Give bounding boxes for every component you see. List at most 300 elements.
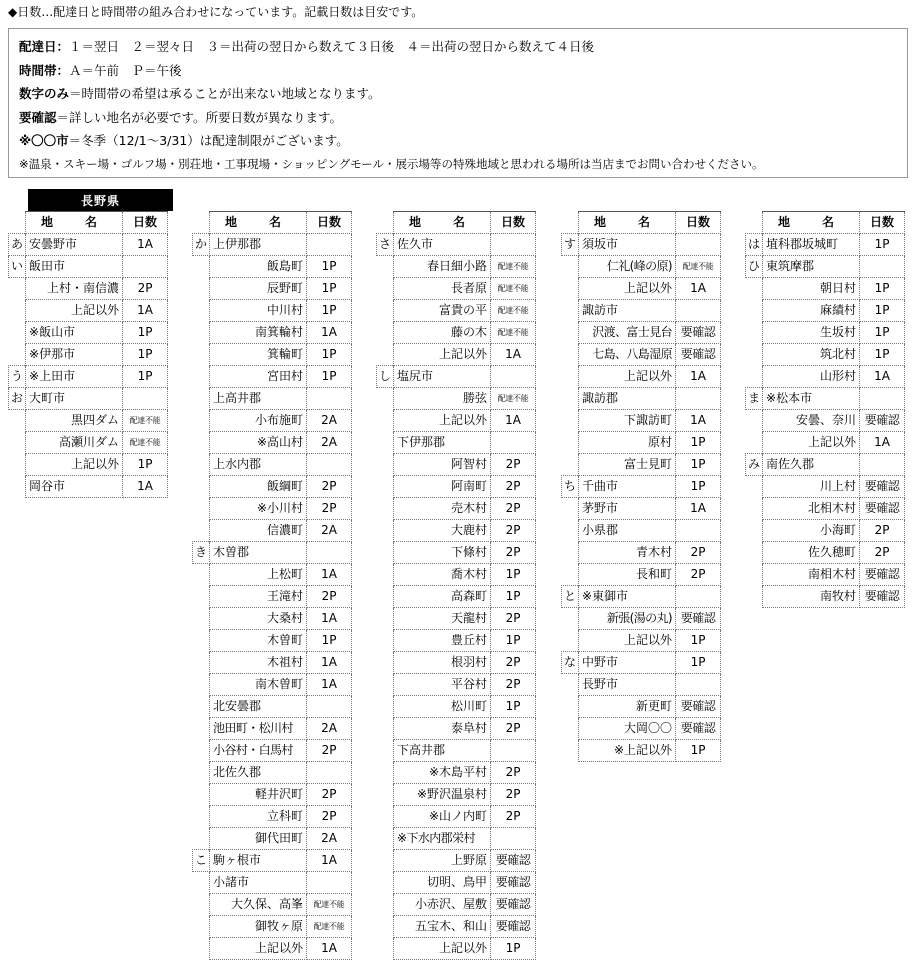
area-name: 上記以外 <box>579 278 676 300</box>
kana-index <box>746 476 763 498</box>
delivery-days: 2P <box>307 784 352 806</box>
table-row <box>193 630 352 652</box>
header-days: 日数 <box>860 212 905 234</box>
delivery-days: 1A <box>307 674 352 696</box>
kana-index <box>193 520 210 542</box>
legend-winter-label: ※〇〇市 <box>19 133 69 148</box>
kana-index: ま <box>746 388 763 410</box>
kana-index <box>377 520 394 542</box>
table-row <box>377 586 536 608</box>
table-row <box>193 564 352 586</box>
kana-index <box>746 498 763 520</box>
kana-index <box>377 256 394 278</box>
kana-index <box>193 300 210 322</box>
delivery-days: 1A <box>860 432 905 454</box>
kana-index <box>562 498 579 520</box>
table-row <box>9 388 168 410</box>
table-row <box>377 454 536 476</box>
table-row <box>9 454 168 476</box>
delivery-days: 1P <box>123 366 168 388</box>
area-name: 南牧村 <box>763 586 860 608</box>
table-row <box>746 498 905 520</box>
kana-index <box>193 916 210 938</box>
kana-index <box>562 718 579 740</box>
table-row <box>9 344 168 366</box>
kana-index: は <box>746 234 763 256</box>
kana-index <box>562 410 579 432</box>
delivery-days: 1P <box>860 234 905 256</box>
area-name: ※上記以外 <box>579 740 676 762</box>
area-name: 高瀬川ダム <box>26 432 123 454</box>
area-name: 南箕輪村 <box>210 322 307 344</box>
area-name: 五宝木、和山 <box>394 916 491 938</box>
area-name: 上記以外 <box>26 300 123 322</box>
table-row <box>193 476 352 498</box>
kana-index <box>193 630 210 652</box>
kana-index <box>377 806 394 828</box>
delivery-days: 2P <box>860 542 905 564</box>
area-name: 南相木村 <box>763 564 860 586</box>
area-name: 富貴の平 <box>394 300 491 322</box>
area-name: ※上田市 <box>26 366 123 388</box>
kana-index <box>9 278 26 300</box>
kana-index <box>193 894 210 916</box>
area-name: 小谷村・白馬村 <box>210 740 307 762</box>
table-row <box>562 256 721 278</box>
area-name: 上記以外 <box>394 938 491 960</box>
table-row <box>746 432 905 454</box>
delivery-days: 1A <box>123 234 168 256</box>
delivery-days: 2P <box>491 784 536 806</box>
table-row <box>193 762 352 784</box>
area-name: 下高井郡 <box>394 740 491 762</box>
legend-delivery-text: １＝翌日 ２＝翌々日 ３＝出荷の翌日から数えて３日後 ４＝出荷の翌日から数えて４日後 <box>69 39 595 54</box>
kana-index <box>377 476 394 498</box>
table-row <box>562 718 721 740</box>
area-name: 飯田市 <box>26 256 123 278</box>
area-name: 埴科郡坂城町 <box>763 234 860 256</box>
kana-index <box>377 344 394 366</box>
delivery-days: 2P <box>491 652 536 674</box>
table-row <box>377 916 536 938</box>
area-name: 信濃町 <box>210 520 307 542</box>
kana-index <box>193 938 210 960</box>
kana-index: ち <box>562 476 579 498</box>
header-days: 日数 <box>123 212 168 234</box>
delivery-days: 要確認 <box>676 322 721 344</box>
kana-index <box>193 476 210 498</box>
header-name: 地 名 <box>763 212 860 234</box>
table-row <box>193 652 352 674</box>
table-row <box>377 850 536 872</box>
table-row <box>9 234 168 256</box>
delivery-days <box>307 872 352 894</box>
area-name: ※伊那市 <box>26 344 123 366</box>
kana-index <box>193 344 210 366</box>
area-name: 喬木村 <box>394 564 491 586</box>
delivery-days: 1A <box>860 366 905 388</box>
kana-index <box>193 410 210 432</box>
area-name: 北安曇郡 <box>210 696 307 718</box>
delivery-days: 2P <box>676 542 721 564</box>
delivery-days <box>676 300 721 322</box>
delivery-days: 要確認 <box>491 916 536 938</box>
table-row <box>746 322 905 344</box>
kana-index <box>193 652 210 674</box>
kana-index <box>746 344 763 366</box>
table-row <box>377 410 536 432</box>
delivery-days: 2P <box>676 564 721 586</box>
table-row <box>193 828 352 850</box>
table-row <box>746 520 905 542</box>
table-row <box>562 322 721 344</box>
delivery-days: 要確認 <box>676 344 721 366</box>
delivery-days: 1A <box>676 366 721 388</box>
delivery-days <box>860 256 905 278</box>
area-column-4 <box>561 211 721 762</box>
intro-note: ◆日数…配達日と時間帯の組み合わせになっています。記載日数は目安です。 <box>8 5 424 19</box>
table-row <box>377 366 536 388</box>
table-row <box>746 344 905 366</box>
delivery-days: 要確認 <box>860 498 905 520</box>
table-row <box>562 564 721 586</box>
delivery-days: 2P <box>491 674 536 696</box>
kana-index <box>562 542 579 564</box>
legend-delivery-line <box>19 35 907 59</box>
table-row <box>9 278 168 300</box>
table-row <box>193 366 352 388</box>
table-row <box>562 542 721 564</box>
delivery-days <box>491 828 536 850</box>
area-table <box>561 211 721 762</box>
table-row <box>746 278 905 300</box>
delivery-days: 要確認 <box>491 894 536 916</box>
area-name: 山形村 <box>763 366 860 388</box>
delivery-days: 1A <box>676 410 721 432</box>
kana-index <box>193 718 210 740</box>
table-row <box>377 762 536 784</box>
kana-index <box>562 740 579 762</box>
legend-time-line <box>19 59 907 83</box>
area-name: 宮田村 <box>210 366 307 388</box>
table-row <box>746 366 905 388</box>
delivery-days: 要確認 <box>860 586 905 608</box>
area-name: ※松本市 <box>763 388 860 410</box>
kana-index <box>746 542 763 564</box>
header-kana-spacer <box>562 212 579 234</box>
area-name: 木曽郡 <box>210 542 307 564</box>
header-kana-spacer <box>746 212 763 234</box>
area-name: 長和町 <box>579 564 676 586</box>
kana-index <box>377 872 394 894</box>
area-name: 朝日村 <box>763 278 860 300</box>
table-row <box>377 608 536 630</box>
table-row <box>377 872 536 894</box>
table-row <box>193 608 352 630</box>
table-row <box>193 718 352 740</box>
area-name: ※下水内郡栄村 <box>394 828 491 850</box>
area-name: 上記以外 <box>579 630 676 652</box>
table-row <box>377 718 536 740</box>
area-name: 飯島町 <box>210 256 307 278</box>
delivery-days: 配達不能 <box>676 256 721 278</box>
kana-index <box>562 322 579 344</box>
kana-index <box>193 806 210 828</box>
delivery-days: 配達不能 <box>123 432 168 454</box>
delivery-days: 要確認 <box>860 564 905 586</box>
delivery-days <box>491 234 536 256</box>
table-row <box>193 344 352 366</box>
area-name: 木曽町 <box>210 630 307 652</box>
table-row <box>377 740 536 762</box>
table-row <box>746 234 905 256</box>
table-row <box>562 344 721 366</box>
delivery-days: 2P <box>491 762 536 784</box>
delivery-days <box>307 542 352 564</box>
area-name: 下諏訪町 <box>579 410 676 432</box>
kana-index <box>377 564 394 586</box>
kana-index <box>377 652 394 674</box>
table-row <box>377 432 536 454</box>
table-row <box>193 410 352 432</box>
kana-index <box>746 586 763 608</box>
area-name: 中川村 <box>210 300 307 322</box>
area-name: 春日細小路 <box>394 256 491 278</box>
delivery-days: 1P <box>676 454 721 476</box>
table-row <box>193 696 352 718</box>
table-row <box>562 234 721 256</box>
area-name: ※野沢温泉村 <box>394 784 491 806</box>
delivery-days: 1P <box>123 344 168 366</box>
table-row <box>377 564 536 586</box>
delivery-days: 1A <box>491 344 536 366</box>
kana-index <box>377 740 394 762</box>
area-name: 売木村 <box>394 498 491 520</box>
table-row <box>377 388 536 410</box>
area-name: 仁礼(峰の原) <box>579 256 676 278</box>
table-row <box>193 674 352 696</box>
delivery-days: 1P <box>491 696 536 718</box>
kana-index <box>746 520 763 542</box>
delivery-days <box>676 586 721 608</box>
table-row <box>562 388 721 410</box>
kana-index: こ <box>193 850 210 872</box>
table-row <box>377 806 536 828</box>
table-row <box>193 806 352 828</box>
legend-confirm-label: 要確認 <box>19 109 57 125</box>
delivery-days: 2A <box>307 828 352 850</box>
area-name: ※東御市 <box>579 586 676 608</box>
legend-time-text: Ａ＝午前 Ｐ＝午後 <box>69 62 182 78</box>
header-name: 地 名 <box>26 212 123 234</box>
prefecture-title: 長野県 <box>28 189 173 211</box>
table-row <box>746 542 905 564</box>
table-row <box>746 300 905 322</box>
delivery-days <box>676 234 721 256</box>
table-row <box>562 454 721 476</box>
kana-index <box>746 432 763 454</box>
kana-index <box>562 300 579 322</box>
area-name: 塩尻市 <box>394 366 491 388</box>
delivery-days: 2P <box>307 498 352 520</box>
kana-index: あ <box>9 234 26 256</box>
kana-index <box>377 454 394 476</box>
kana-index <box>193 674 210 696</box>
table-row <box>377 278 536 300</box>
area-name: 上水内郡 <box>210 454 307 476</box>
table-row <box>377 542 536 564</box>
area-name: 池田町・松川村 <box>210 718 307 740</box>
legend-numonly-label: 数字のみ <box>19 86 70 101</box>
kana-index: な <box>562 652 579 674</box>
area-name: 松川町 <box>394 696 491 718</box>
delivery-days <box>307 454 352 476</box>
kana-index <box>377 674 394 696</box>
kana-index <box>377 828 394 850</box>
area-name: 新更町 <box>579 696 676 718</box>
area-name: 東筑摩郡 <box>763 256 860 278</box>
area-name: 原村 <box>579 432 676 454</box>
area-name: ※山ノ内町 <box>394 806 491 828</box>
kana-index <box>746 366 763 388</box>
area-name: 上記以外 <box>210 938 307 960</box>
delivery-days <box>307 696 352 718</box>
area-name: 小県郡 <box>579 520 676 542</box>
area-name: 麻績村 <box>763 300 860 322</box>
delivery-days: 要確認 <box>676 608 721 630</box>
delivery-days <box>491 432 536 454</box>
delivery-days: 1P <box>491 938 536 960</box>
kana-index <box>377 542 394 564</box>
delivery-days: 2A <box>307 432 352 454</box>
area-name: 大久保、高峯 <box>210 894 307 916</box>
area-name: 上記以外 <box>394 344 491 366</box>
kana-index <box>562 608 579 630</box>
kana-index <box>9 300 26 322</box>
area-name: 佐久穂町 <box>763 542 860 564</box>
area-name: 小海町 <box>763 520 860 542</box>
delivery-days: 2A <box>307 520 352 542</box>
kana-index <box>377 388 394 410</box>
table-row <box>9 256 168 278</box>
area-column-5 <box>745 211 905 608</box>
delivery-days: 1P <box>860 278 905 300</box>
kana-index <box>9 454 26 476</box>
area-name: 御代田町 <box>210 828 307 850</box>
delivery-days: 2P <box>307 476 352 498</box>
table-row <box>193 850 352 872</box>
delivery-days <box>123 256 168 278</box>
table-row <box>746 388 905 410</box>
delivery-days <box>676 388 721 410</box>
kana-index <box>562 520 579 542</box>
delivery-days: 1P <box>307 300 352 322</box>
area-name: 長野市 <box>579 674 676 696</box>
delivery-days <box>307 762 352 784</box>
kana-index <box>9 476 26 498</box>
area-name: 富士見町 <box>579 454 676 476</box>
table-row <box>562 498 721 520</box>
table-row <box>193 256 352 278</box>
kana-index <box>193 872 210 894</box>
kana-index: し <box>377 366 394 388</box>
table-row <box>193 916 352 938</box>
area-name: 中野市 <box>579 652 676 674</box>
delivery-days: 2P <box>491 542 536 564</box>
table-row <box>746 256 905 278</box>
kana-index <box>377 608 394 630</box>
area-name: 大岡〇〇 <box>579 718 676 740</box>
legend-confirm-line <box>19 106 907 130</box>
kana-index <box>377 586 394 608</box>
kana-index <box>562 432 579 454</box>
table-header-row <box>193 212 352 234</box>
area-name: 小赤沢、屋敷 <box>394 894 491 916</box>
table-row <box>193 300 352 322</box>
area-column-2 <box>192 211 352 960</box>
delivery-days: 配達不能 <box>491 278 536 300</box>
delivery-days: 1P <box>307 366 352 388</box>
area-name: 岡谷市 <box>26 476 123 498</box>
table-row <box>377 520 536 542</box>
delivery-days: 1P <box>676 476 721 498</box>
area-name: 立科町 <box>210 806 307 828</box>
header-days: 日数 <box>491 212 536 234</box>
kana-index <box>377 850 394 872</box>
table-row <box>746 454 905 476</box>
table-row <box>193 278 352 300</box>
table-row <box>9 366 168 388</box>
delivery-days: 1P <box>123 322 168 344</box>
delivery-days: 1A <box>307 938 352 960</box>
table-row <box>193 938 352 960</box>
kana-index <box>193 278 210 300</box>
kana-index <box>9 410 26 432</box>
delivery-days: 2P <box>491 806 536 828</box>
legend-numonly-text: ＝時間帯の希望は承ることが出来ない地域となります。 <box>69 86 381 101</box>
table-row <box>377 894 536 916</box>
kana-index <box>193 608 210 630</box>
delivery-days: 1A <box>307 652 352 674</box>
area-name: 上村・南信濃 <box>26 278 123 300</box>
kana-index <box>193 454 210 476</box>
header-kana-spacer <box>193 212 210 234</box>
kana-index <box>9 322 26 344</box>
legend-time-label: 時間帯： <box>19 62 70 78</box>
table-row <box>562 520 721 542</box>
area-name: 上記以外 <box>394 410 491 432</box>
delivery-days: 1P <box>491 586 536 608</box>
table-row <box>193 586 352 608</box>
table-row <box>193 520 352 542</box>
delivery-days: 1P <box>307 256 352 278</box>
area-name: 茅野市 <box>579 498 676 520</box>
area-name: 勝弦 <box>394 388 491 410</box>
delivery-days: 1P <box>860 300 905 322</box>
area-name: 上松町 <box>210 564 307 586</box>
area-name: 阿南町 <box>394 476 491 498</box>
table-row <box>9 432 168 454</box>
legend-box <box>8 28 908 178</box>
delivery-days <box>860 388 905 410</box>
delivery-days <box>676 674 721 696</box>
area-name: 沢渡、富士見台 <box>579 322 676 344</box>
table-row <box>9 410 168 432</box>
area-name: 千曲市 <box>579 476 676 498</box>
kana-index <box>377 278 394 300</box>
area-name: 小諸市 <box>210 872 307 894</box>
delivery-days: 要確認 <box>676 696 721 718</box>
